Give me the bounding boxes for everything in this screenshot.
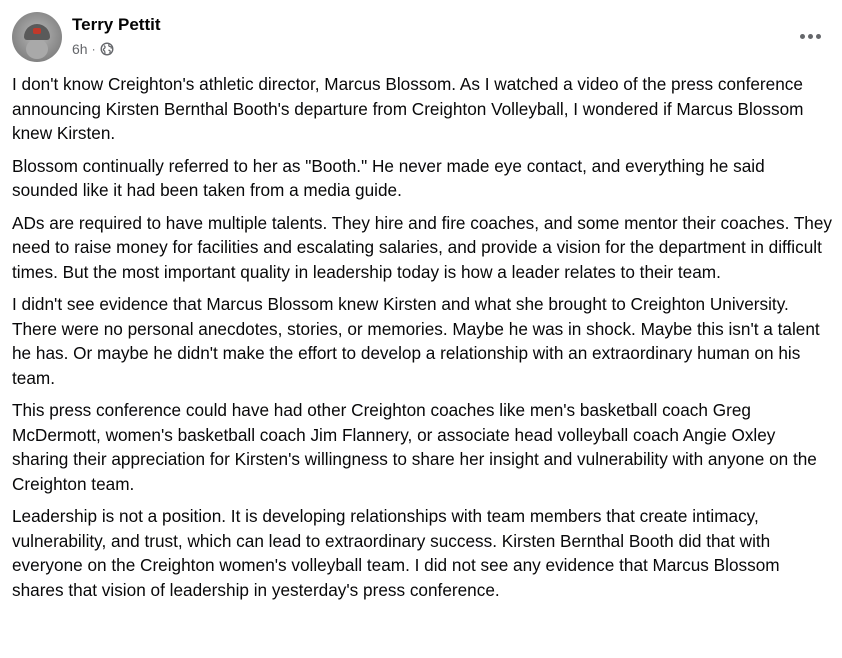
author-avatar[interactable] (12, 12, 62, 62)
post-header (12, 12, 830, 64)
post-body (12, 72, 834, 610)
post-paragraph: I don't know Creighton's athletic director, Marcus Blossom. As I watched a video of the press conference announcing Kirsten Bernthal Booth's departure from Creighton Volleyball, I wondered if Marcus Blossom knew Kirsten. (12, 74, 804, 143)
post-timestamp[interactable]: 6h (72, 41, 88, 57)
post-paragraph: ADs are required to have multiple talents. They hire and fire coaches, and some mentor their coaches. They need to raise money for facilities and escalating salaries, and provide a vision for the department in difficult times. But the most important quality in leadership today is how a leader relates to their team. (12, 212, 833, 282)
avatar-face (26, 39, 48, 59)
meta-separator: · (91, 42, 96, 56)
post-paragraph: Leadership is not a position. It is developing relationships with team members that create intimacy, vulnerability, and trust, which can lead to extraordinary success. Kirsten Bernthal Booth did that with everyone on the Creighton women's volleyball team. I did not see any evidence that Marcus Blossom shares that vision of leadership in yesterday's press conference. (12, 506, 780, 600)
more-options-button[interactable] (792, 18, 828, 54)
author-name[interactable]: Terry Pettit (72, 15, 161, 34)
avatar-cap-logo (33, 28, 41, 34)
more-horizontal-icon (800, 34, 821, 39)
post-paragraph: Blossom continually referred to her as "Booth." He never made eye contact, and everything he said sounded like it had been taken from a media guide. (12, 155, 765, 200)
globe-icon[interactable] (100, 42, 114, 56)
post-paragraph: This press conference could have had other Creighton coaches like men's basketball coach Greg McDermott, women's basketball coach Jim Flannery, or associate head volleyball coach Angie Oxley sharing their appreciation for Kirsten's willingness to share her insight and vulnerability with anyone on the Creighton team. (12, 400, 817, 494)
post-meta (72, 41, 114, 57)
post-paragraph: I didn't see evidence that Marcus Blossom knew Kirsten and what she brought to Creighton University. There were no personal anecdotes, stories, or memories. Maybe he was in shock. Maybe this isn't a talent he has. Or maybe he didn't make the effort to develop a relationship with an extraordinary human on his team. (12, 294, 820, 388)
